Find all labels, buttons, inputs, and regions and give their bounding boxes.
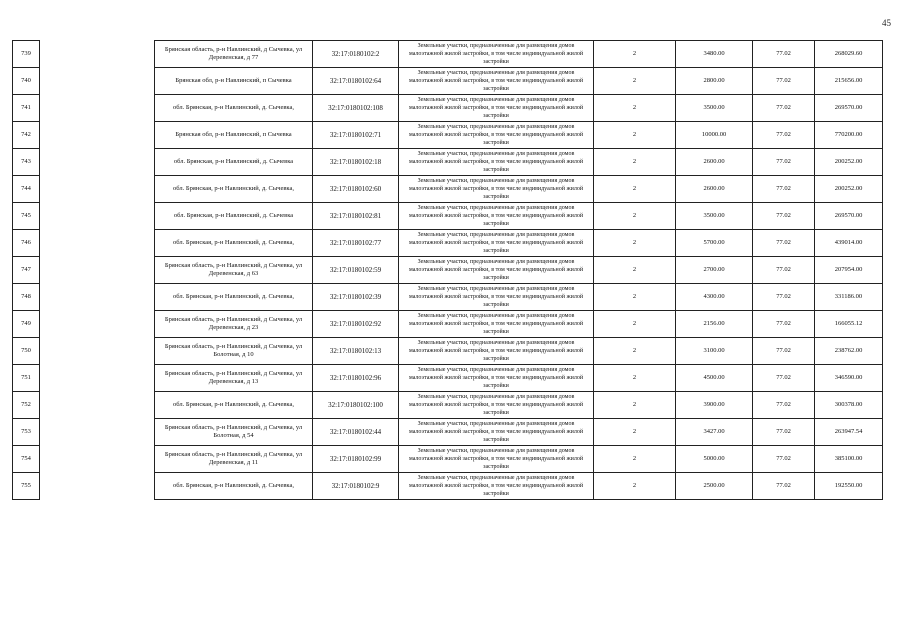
land-use-cell: Земельные участки, предназначенные для размещения домов малоэтажной жилой застройки, в том числе индивидуальной жилой застройки bbox=[399, 95, 594, 122]
cadastral-number-cell: 32:17:0180102:100 bbox=[313, 392, 399, 419]
address-cell: Брянская область, р-н Навлинский, д Сычевка, ул Болотная, д 54 bbox=[155, 419, 313, 446]
spacer-cell bbox=[40, 446, 155, 473]
spacer-cell bbox=[40, 95, 155, 122]
land-use-cell: Земельные участки, предназначенные для размещения домов малоэтажной жилой застройки, в том числе индивидуальной жилой застройки bbox=[399, 149, 594, 176]
spacer-cell bbox=[40, 338, 155, 365]
cadastral-value-cell: 385100.00 bbox=[815, 446, 883, 473]
area-cell: 2800.00 bbox=[676, 68, 753, 95]
group-cell: 2 bbox=[594, 311, 676, 338]
table-row bbox=[13, 311, 883, 338]
cadastral-value-cell: 215656.00 bbox=[815, 68, 883, 95]
group-cell: 2 bbox=[594, 149, 676, 176]
area-cell: 3500.00 bbox=[676, 203, 753, 230]
group-cell: 2 bbox=[594, 95, 676, 122]
table-row bbox=[13, 230, 883, 257]
address-cell: обл. Брянская, р-н Навлинский, д. Сычевка, bbox=[155, 95, 313, 122]
cadastral-number-cell: 32:17:0180102:39 bbox=[313, 284, 399, 311]
area-cell: 4300.00 bbox=[676, 284, 753, 311]
cadastral-number-cell: 32:17:0180102:77 bbox=[313, 230, 399, 257]
specific-value-cell: 77.02 bbox=[753, 122, 815, 149]
address-cell: обл. Брянская, р-н Навлинский, д. Сычевка, bbox=[155, 284, 313, 311]
table-body bbox=[13, 41, 883, 500]
cadastral-value-cell: 300378.00 bbox=[815, 392, 883, 419]
area-cell: 3500.00 bbox=[676, 95, 753, 122]
cadastral-value-cell: 166055.12 bbox=[815, 311, 883, 338]
land-use-cell: Земельные участки, предназначенные для размещения домов малоэтажной жилой застройки, в том числе индивидуальной жилой застройки bbox=[399, 68, 594, 95]
table-row bbox=[13, 95, 883, 122]
table-row bbox=[13, 41, 883, 68]
land-use-cell: Земельные участки, предназначенные для размещения домов малоэтажной жилой застройки, в том числе индивидуальной жилой застройки bbox=[399, 257, 594, 284]
address-cell: обл. Брянская, р-н Навлинский, д. Сычевка bbox=[155, 203, 313, 230]
cadastral-number-cell: 32:17:0180102:92 bbox=[313, 311, 399, 338]
land-use-cell: Земельные участки, предназначенные для размещения домов малоэтажной жилой застройки, в том числе индивидуальной жилой застройки bbox=[399, 230, 594, 257]
specific-value-cell: 77.02 bbox=[753, 257, 815, 284]
cadastral-value-cell: 200252.00 bbox=[815, 149, 883, 176]
table-row bbox=[13, 392, 883, 419]
area-cell: 2156.00 bbox=[676, 311, 753, 338]
cadastral-number-cell: 32:17:0180102:64 bbox=[313, 68, 399, 95]
specific-value-cell: 77.02 bbox=[753, 203, 815, 230]
cadastral-value-cell: 238762.00 bbox=[815, 338, 883, 365]
group-cell: 2 bbox=[594, 473, 676, 500]
specific-value-cell: 77.02 bbox=[753, 230, 815, 257]
table-row bbox=[13, 203, 883, 230]
row-number: 747 bbox=[13, 257, 40, 284]
row-number: 746 bbox=[13, 230, 40, 257]
specific-value-cell: 77.02 bbox=[753, 149, 815, 176]
row-number: 739 bbox=[13, 41, 40, 68]
address-cell: обл. Брянская, р-н Навлинский, д. Сычевка bbox=[155, 149, 313, 176]
area-cell: 3427.00 bbox=[676, 419, 753, 446]
table-row bbox=[13, 149, 883, 176]
cadastral-number-cell: 32:17:0180102:108 bbox=[313, 95, 399, 122]
land-use-cell: Земельные участки, предназначенные для размещения домов малоэтажной жилой застройки, в том числе индивидуальной жилой застройки bbox=[399, 311, 594, 338]
row-number: 755 bbox=[13, 473, 40, 500]
specific-value-cell: 77.02 bbox=[753, 311, 815, 338]
specific-value-cell: 77.02 bbox=[753, 473, 815, 500]
row-number: 743 bbox=[13, 149, 40, 176]
land-use-cell: Земельные участки, предназначенные для размещения домов малоэтажной жилой застройки, в том числе индивидуальной жилой застройки bbox=[399, 473, 594, 500]
specific-value-cell: 77.02 bbox=[753, 95, 815, 122]
cadastral-number-cell: 32:17:0180102:60 bbox=[313, 176, 399, 203]
area-cell: 2600.00 bbox=[676, 176, 753, 203]
spacer-cell bbox=[40, 122, 155, 149]
land-use-cell: Земельные участки, предназначенные для размещения домов малоэтажной жилой застройки, в том числе индивидуальной жилой застройки bbox=[399, 365, 594, 392]
land-use-cell: Земельные участки, предназначенные для размещения домов малоэтажной жилой застройки, в том числе индивидуальной жилой застройки bbox=[399, 419, 594, 446]
specific-value-cell: 77.02 bbox=[753, 68, 815, 95]
specific-value-cell: 77.02 bbox=[753, 41, 815, 68]
table-row bbox=[13, 122, 883, 149]
spacer-cell bbox=[40, 365, 155, 392]
cadastral-value-cell: 192550.00 bbox=[815, 473, 883, 500]
group-cell: 2 bbox=[594, 122, 676, 149]
address-cell: обл. Брянская, р-н Навлинский, д. Сычевка, bbox=[155, 230, 313, 257]
spacer-cell bbox=[40, 149, 155, 176]
address-cell: обл. Брянская, р-н Навлинский, д. Сычевка, bbox=[155, 176, 313, 203]
specific-value-cell: 77.02 bbox=[753, 365, 815, 392]
group-cell: 2 bbox=[594, 176, 676, 203]
table-row bbox=[13, 419, 883, 446]
row-number: 742 bbox=[13, 122, 40, 149]
cadastral-number-cell: 32:17:0180102:81 bbox=[313, 203, 399, 230]
cadastral-number-cell: 32:17:0180102:59 bbox=[313, 257, 399, 284]
cadastral-value-cell: 439014.00 bbox=[815, 230, 883, 257]
row-number: 754 bbox=[13, 446, 40, 473]
address-cell: Брянская область, р-н Навлинский, д Сычевка, ул Болотная, д 10 bbox=[155, 338, 313, 365]
cadastral-value-cell: 770200.00 bbox=[815, 122, 883, 149]
specific-value-cell: 77.02 bbox=[753, 392, 815, 419]
area-cell: 3480.00 bbox=[676, 41, 753, 68]
spacer-cell bbox=[40, 257, 155, 284]
cadastral-value-cell: 269570.00 bbox=[815, 95, 883, 122]
table-row bbox=[13, 338, 883, 365]
group-cell: 2 bbox=[594, 419, 676, 446]
spacer-cell bbox=[40, 284, 155, 311]
spacer-cell bbox=[40, 230, 155, 257]
spacer-cell bbox=[40, 419, 155, 446]
area-cell: 2600.00 bbox=[676, 149, 753, 176]
specific-value-cell: 77.02 bbox=[753, 446, 815, 473]
area-cell: 3100.00 bbox=[676, 338, 753, 365]
row-number: 740 bbox=[13, 68, 40, 95]
group-cell: 2 bbox=[594, 203, 676, 230]
spacer-cell bbox=[40, 473, 155, 500]
spacer-cell bbox=[40, 392, 155, 419]
specific-value-cell: 77.02 bbox=[753, 176, 815, 203]
table-row bbox=[13, 176, 883, 203]
cadastral-number-cell: 32:17:0180102:13 bbox=[313, 338, 399, 365]
area-cell: 5700.00 bbox=[676, 230, 753, 257]
cadastral-number-cell: 32:17:0180102:18 bbox=[313, 149, 399, 176]
land-use-cell: Земельные участки, предназначенные для размещения домов малоэтажной жилой застройки, в том числе индивидуальной жилой застройки bbox=[399, 284, 594, 311]
group-cell: 2 bbox=[594, 338, 676, 365]
group-cell: 2 bbox=[594, 392, 676, 419]
cadastral-value-cell: 207954.00 bbox=[815, 257, 883, 284]
group-cell: 2 bbox=[594, 68, 676, 95]
cadastral-value-table bbox=[12, 40, 883, 500]
specific-value-cell: 77.02 bbox=[753, 419, 815, 446]
land-use-cell: Земельные участки, предназначенные для размещения домов малоэтажной жилой застройки, в том числе индивидуальной жилой застройки bbox=[399, 446, 594, 473]
row-number: 744 bbox=[13, 176, 40, 203]
cadastral-number-cell: 32:17:0180102:99 bbox=[313, 446, 399, 473]
address-cell: Брянская обл, р-н Навлинский, п Сычевка bbox=[155, 122, 313, 149]
cadastral-value-table-container bbox=[12, 40, 882, 500]
row-number: 748 bbox=[13, 284, 40, 311]
cadastral-value-cell: 269570.00 bbox=[815, 203, 883, 230]
area-cell: 5000.00 bbox=[676, 446, 753, 473]
page-number: 45 bbox=[882, 18, 891, 28]
row-number: 741 bbox=[13, 95, 40, 122]
table-row bbox=[13, 68, 883, 95]
table-row bbox=[13, 284, 883, 311]
specific-value-cell: 77.02 bbox=[753, 284, 815, 311]
area-cell: 10000.00 bbox=[676, 122, 753, 149]
table-row bbox=[13, 473, 883, 500]
spacer-cell bbox=[40, 41, 155, 68]
address-cell: обл. Брянская, р-н Навлинский, д. Сычевка, bbox=[155, 392, 313, 419]
cadastral-number-cell: 32:17:0180102:96 bbox=[313, 365, 399, 392]
address-cell: Брянская область, р-н Навлинский, д Сычевка, ул Деревенская, д 23 bbox=[155, 311, 313, 338]
cadastral-value-cell: 346590.00 bbox=[815, 365, 883, 392]
spacer-cell bbox=[40, 203, 155, 230]
group-cell: 2 bbox=[594, 257, 676, 284]
address-cell: Брянская область, р-н Навлинский, д Сычевка, ул Деревенская, д 13 bbox=[155, 365, 313, 392]
cadastral-number-cell: 32:17:0180102:44 bbox=[313, 419, 399, 446]
specific-value-cell: 77.02 bbox=[753, 338, 815, 365]
address-cell: Брянская область, р-н Навлинский, д Сычевка, ул Деревенская, д 11 bbox=[155, 446, 313, 473]
area-cell: 2500.00 bbox=[676, 473, 753, 500]
land-use-cell: Земельные участки, предназначенные для размещения домов малоэтажной жилой застройки, в том числе индивидуальной жилой застройки bbox=[399, 41, 594, 68]
area-cell: 4500.00 bbox=[676, 365, 753, 392]
cadastral-number-cell: 32:17:0180102:9 bbox=[313, 473, 399, 500]
group-cell: 2 bbox=[594, 230, 676, 257]
address-cell: Брянская обл, р-н Навлинский, п Сычевка bbox=[155, 68, 313, 95]
address-cell: Брянская область, р-н Навлинский, д Сычевка, ул Деревенская, д 63 bbox=[155, 257, 313, 284]
address-cell: Брянская область, р-н Навлинский, д Сычевка, ул Деревенская, д 77 bbox=[155, 41, 313, 68]
table-row bbox=[13, 365, 883, 392]
group-cell: 2 bbox=[594, 365, 676, 392]
spacer-cell bbox=[40, 176, 155, 203]
land-use-cell: Земельные участки, предназначенные для размещения домов малоэтажной жилой застройки, в том числе индивидуальной жилой застройки bbox=[399, 122, 594, 149]
row-number: 751 bbox=[13, 365, 40, 392]
row-number: 752 bbox=[13, 392, 40, 419]
land-use-cell: Земельные участки, предназначенные для размещения домов малоэтажной жилой застройки, в том числе индивидуальной жилой застройки bbox=[399, 203, 594, 230]
spacer-cell bbox=[40, 311, 155, 338]
cadastral-value-cell: 331186.00 bbox=[815, 284, 883, 311]
cadastral-value-cell: 268029.60 bbox=[815, 41, 883, 68]
address-cell: обл. Брянская, р-н Навлинский, д. Сычевка, bbox=[155, 473, 313, 500]
row-number: 750 bbox=[13, 338, 40, 365]
area-cell: 2700.00 bbox=[676, 257, 753, 284]
table-row bbox=[13, 257, 883, 284]
row-number: 753 bbox=[13, 419, 40, 446]
cadastral-value-cell: 263947.54 bbox=[815, 419, 883, 446]
group-cell: 2 bbox=[594, 446, 676, 473]
area-cell: 3900.00 bbox=[676, 392, 753, 419]
row-number: 749 bbox=[13, 311, 40, 338]
cadastral-number-cell: 32:17:0180102:2 bbox=[313, 41, 399, 68]
land-use-cell: Земельные участки, предназначенные для размещения домов малоэтажной жилой застройки, в том числе индивидуальной жилой застройки bbox=[399, 176, 594, 203]
cadastral-number-cell: 32:17:0180102:71 bbox=[313, 122, 399, 149]
land-use-cell: Земельные участки, предназначенные для размещения домов малоэтажной жилой застройки, в том числе индивидуальной жилой застройки bbox=[399, 392, 594, 419]
land-use-cell: Земельные участки, предназначенные для размещения домов малоэтажной жилой застройки, в том числе индивидуальной жилой застройки bbox=[399, 338, 594, 365]
table-row bbox=[13, 446, 883, 473]
row-number: 745 bbox=[13, 203, 40, 230]
cadastral-value-cell: 200252.00 bbox=[815, 176, 883, 203]
group-cell: 2 bbox=[594, 284, 676, 311]
spacer-cell bbox=[40, 68, 155, 95]
group-cell: 2 bbox=[594, 41, 676, 68]
